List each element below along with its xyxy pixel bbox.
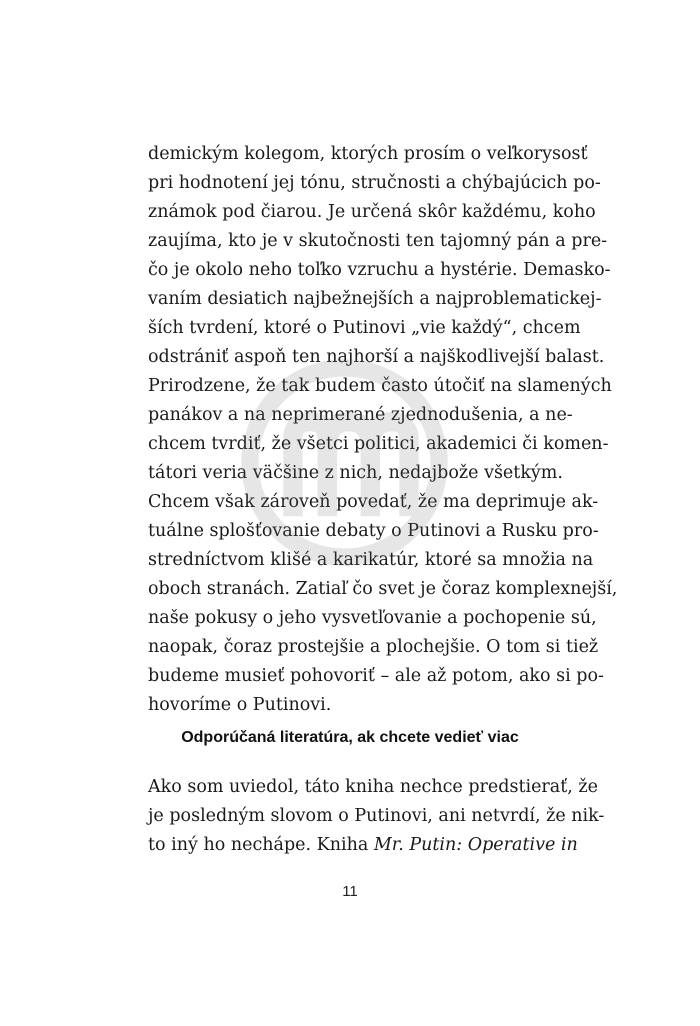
- text-line: hovoríme o Putinovi.: [148, 695, 332, 715]
- text-line: tuálne splošťovanie debaty o Putinovi a Rusku pro-: [148, 521, 599, 541]
- text-line: Chcem však zároveň povedať, že ma deprimuje ak-: [148, 492, 599, 512]
- text-line: [148, 831, 578, 860]
- text-line: vaním desiatich najbežnejších a najproblematickej-: [148, 289, 602, 309]
- text-line: naopak, čoraz prostejšie a plochejšie. O tom si tiež: [148, 637, 599, 657]
- text-line: stredníctvom klišé a karikatúr, ktoré sa množia na: [148, 550, 594, 570]
- text-line: Ako som uviedol, táto kniha nechce predstierať, že: [148, 777, 598, 797]
- text-line: známok pod čiarou. Je určená skôr každému, koho: [148, 202, 596, 222]
- book-title: Mr. Putin: Operative in: [373, 835, 578, 855]
- paragraph-intro: [148, 140, 618, 720]
- text-line: chcem tvrdiť, že všetci politici, akademici či komen-: [148, 434, 609, 454]
- page-number: 11: [342, 883, 358, 900]
- paragraph-literature: [148, 773, 605, 860]
- text-line: odstrániť aspoň ten najhorší a najškodlivejší balast.: [148, 347, 605, 367]
- text-line: tátori veria väčšine z nich, nedajbože všetkým.: [148, 463, 563, 483]
- text-line: panákov a na neprimerané zjednodušenia, a ne-: [148, 405, 573, 425]
- text-line: čo je okolo neho toľko vzruchu a hystérie. Demasko-: [148, 260, 611, 280]
- text-segment: to iný ho nechápe. Kniha: [148, 835, 374, 855]
- text-line: budeme musieť pohovoriť – ale až potom, ako si po-: [148, 666, 604, 686]
- text-line: zaujíma, kto je v skutočnosti ten tajomný pán a pre-: [148, 231, 608, 251]
- section-heading: Odporúčaná literatúra, ak chcete vedieť viac: [181, 729, 519, 746]
- text-line: oboch stranách. Zatiaľ čo svet je čoraz komplexnejší,: [148, 579, 618, 599]
- text-line: pri hodnotení jej tónu, stručnosti a chýbajúcich po-: [148, 173, 601, 193]
- text-line: ších tvrdení, ktoré o Putinovi „vie každý“, chcem: [148, 318, 581, 338]
- text-line: demickým kolegom, ktorých prosím o veľkorysosť: [148, 144, 588, 164]
- text-line: naše pokusy o jeho vysvetľovanie a pochopenie sú,: [148, 608, 597, 628]
- text-line: Prirodzene, že tak budem často útočiť na slamených: [148, 376, 612, 396]
- text-line: je posledným slovom o Putinovi, ani netvrdí, že nik-: [148, 806, 605, 826]
